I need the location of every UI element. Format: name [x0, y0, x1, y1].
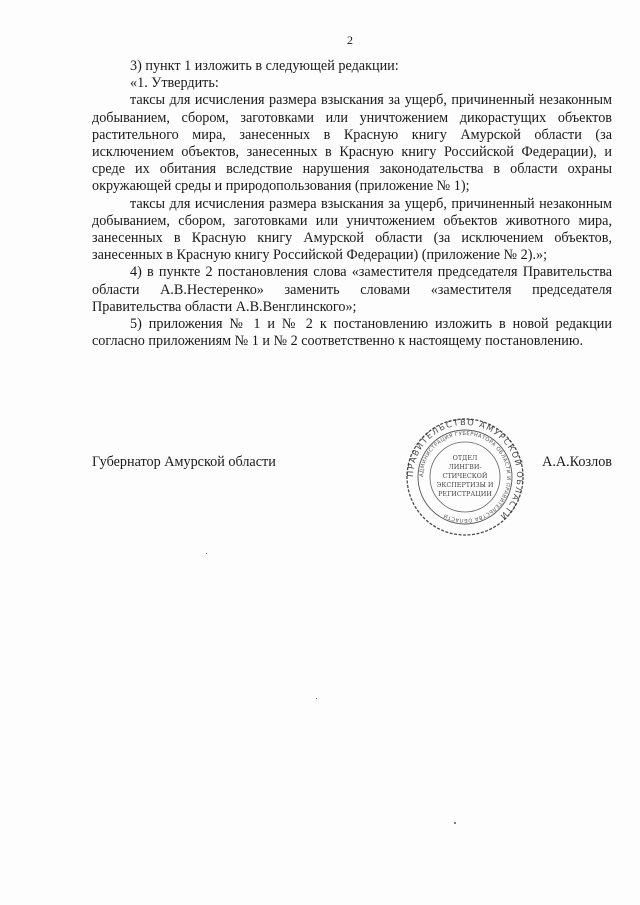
paragraph-animal-tariffs: таксы для исчисления размера взыскания за ущерб, причиненный незаконным добыванием, сбором, заготовками или уничтожением объектов животного мира, занесенных в Красную книгу Амурской области (за исключением объектов, занесенных в Красную книгу Российской Федерации) (приложение № 2).»;	[92, 195, 612, 264]
scan-speck	[454, 822, 456, 824]
seal-center-line-2: ЛИНГВИ-	[448, 463, 482, 471]
page-number: 2	[347, 33, 353, 47]
seal-outer-text: ПРАВИТЕЛЬСТВО АМУРСКОЙ ОБЛАСТИ	[405, 417, 525, 523]
signature-block	[92, 454, 612, 478]
seal-inner-text: АДМИНИСТРАЦИЯ ГУБЕРНАТОРА ОБЛАСТИ И ПРАВИТЕЛЬСТВА ОБЛАСТИ	[418, 430, 512, 524]
scan-speck	[206, 553, 207, 554]
paragraph-item-3: 3) пункт 1 изложить в следующей редакции:	[130, 58, 399, 74]
scan-speck	[316, 698, 317, 699]
official-seal	[405, 417, 525, 537]
document-body	[92, 58, 612, 350]
paragraph-item-5: 5) приложения № 1 и № 2 к постановлению изложить в новой редакции согласно приложениям № 1 и № 2 соответственно к настоящему постановлению.	[92, 316, 612, 350]
paragraph-approve-intro: «1. Утвердить:	[130, 75, 219, 92]
seal-center-line-1: ОТДЕЛ	[452, 454, 478, 462]
paragraph-plant-tariffs: таксы для исчисления размера взыскания за ущерб, причиненный незаконным добыванием, сбором, заготовками или уничтожением дикорастущих объектов растительного мира, занесенных в Красную книгу Амурской области (за исключением объектов, занесенных в Красную книгу Российской Федерации), и среде их обитания вследствие нарушения законодательства в области охраны окружающей среды и природопользования (приложение № 1);	[92, 92, 612, 195]
seal-center-line-5: РЕГИСТРАЦИИ	[438, 490, 492, 498]
signatory-position: Губернатор Амурской области	[92, 454, 276, 470]
seal-center-line-4: ЭКСПЕРТИЗЫ И	[436, 481, 494, 489]
seal-center-line-3: СТИЧЕСКОЙ	[442, 472, 488, 480]
signatory-name: А.А.Козлов	[542, 454, 612, 470]
paragraph-item-4: 4) в пункте 2 постановления слова «заместителя председателя Правительства области А.В.Нестеренко» заменить словами «заместителя председателя Правительства области А.В.Венглинского»;	[92, 264, 612, 315]
